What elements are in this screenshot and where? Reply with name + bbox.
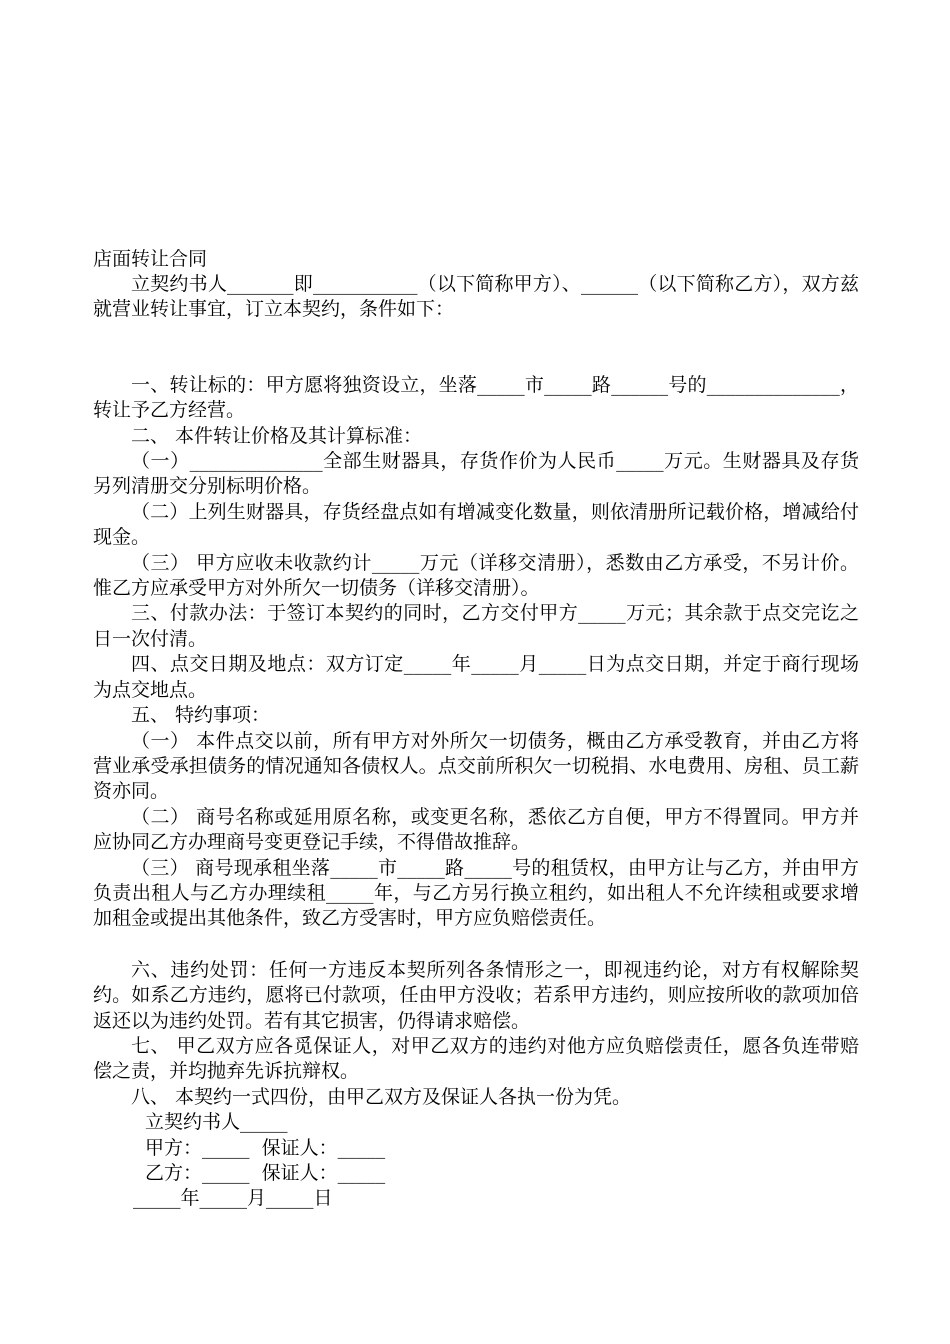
clause-1: 一、转让标的：甲方愿将独资设立，坐落_____市_____路______号的______________，转让予乙方经营。 <box>93 373 859 422</box>
clause-6: 六、违约处罚：任何一方违反本契所列各条情形之一，即视违约论，对方有权解除契约。如系乙方违约，愿将已付款项，任由甲方没收；若系甲方违约，则应按所收的款项加倍返还以为违约处罚。若有其它损害，仍得请求赔偿。 <box>93 958 859 1032</box>
clause-7: 七、 甲乙双方应各觅保证人，对甲乙双方的违约对他方应负赔偿责任，愿各负连带赔偿之责，并均抛弃先诉抗辩权。 <box>93 1034 859 1083</box>
party-a-line: 甲方：_____ 保证人：_____ <box>145 1136 386 1159</box>
clause-2-1: （一）______________全部生财器具，存货作价为人民币_____万元。生财器具及存货另列清册交分别标明价格。 <box>93 450 859 498</box>
clause-2-3: （三） 甲方应收未收款约计_____万元（详移交清册），悉数由乙方承受，不另计价。惟乙方应承受甲方对外所欠一切债务（详移交清册）。 <box>93 551 859 600</box>
clause-8: 八、 本契约一式四份，由甲乙双方及保证人各执一份为凭。 <box>131 1085 632 1108</box>
clause-3: 三、付款办法：于签订本契约的同时，乙方交付甲方_____万元；其余款于点交完讫之日一次付清。 <box>93 602 859 650</box>
clause-4: 四、点交日期及地点：双方订定_____年_____月_____日为点交日期，并定于商行现场为点交地点。 <box>93 653 859 701</box>
party-b-line: 乙方：_____ 保证人：_____ <box>145 1162 386 1184</box>
document-title: 店面转让合同 <box>93 248 208 270</box>
signer-line: 立契约书人_____ <box>145 1111 288 1134</box>
paragraph-gap <box>93 932 859 958</box>
paragraph-gap <box>93 323 859 373</box>
clause-5-2: （二） 商号名称或延用原名称，或变更名称，悉依乙方自便，甲方不得置同。甲方并应协同乙方办理商号变更登记手续，不得借故推辞。 <box>93 805 859 854</box>
document-body <box>93 272 859 1212</box>
intro-paragraph: 立契约书人_______即___________（以下简称甲方）、______（以下简称乙方），双方兹就营业转让事宜，订立本契约，条件如下： <box>93 273 859 321</box>
date-line: _____年_____月_____日 <box>133 1187 333 1210</box>
clause-2: 二、 本件转让价格及其计算标准： <box>131 424 423 447</box>
clause-2-2: （二）上列生财器具，存货经盘点如有增减变化数量，则依清册所记载价格，增减给付现金。 <box>93 500 859 549</box>
clause-5-1: （一） 本件点交以前，所有甲方对外所欠一切债务，概由乙方承受教育，并由乙方将营业承受承担债务的情况通知各债权人。点交前所积欠一切税捐、水电费用、房租、员工薪资亦同。 <box>93 729 859 803</box>
clause-5: 五、 特约事项： <box>131 704 271 727</box>
clause-5-3: （三） 商号现承租坐落_____市_____路_____号的租赁权，由甲方让与乙方，并由甲方负责出租人与乙方办理续租_____年，与乙方另行换立租约，如出租人不允许续租或要求增加租金或提出其他条件，致乙方受害时，甲方应负赔偿责任。 <box>93 856 859 930</box>
